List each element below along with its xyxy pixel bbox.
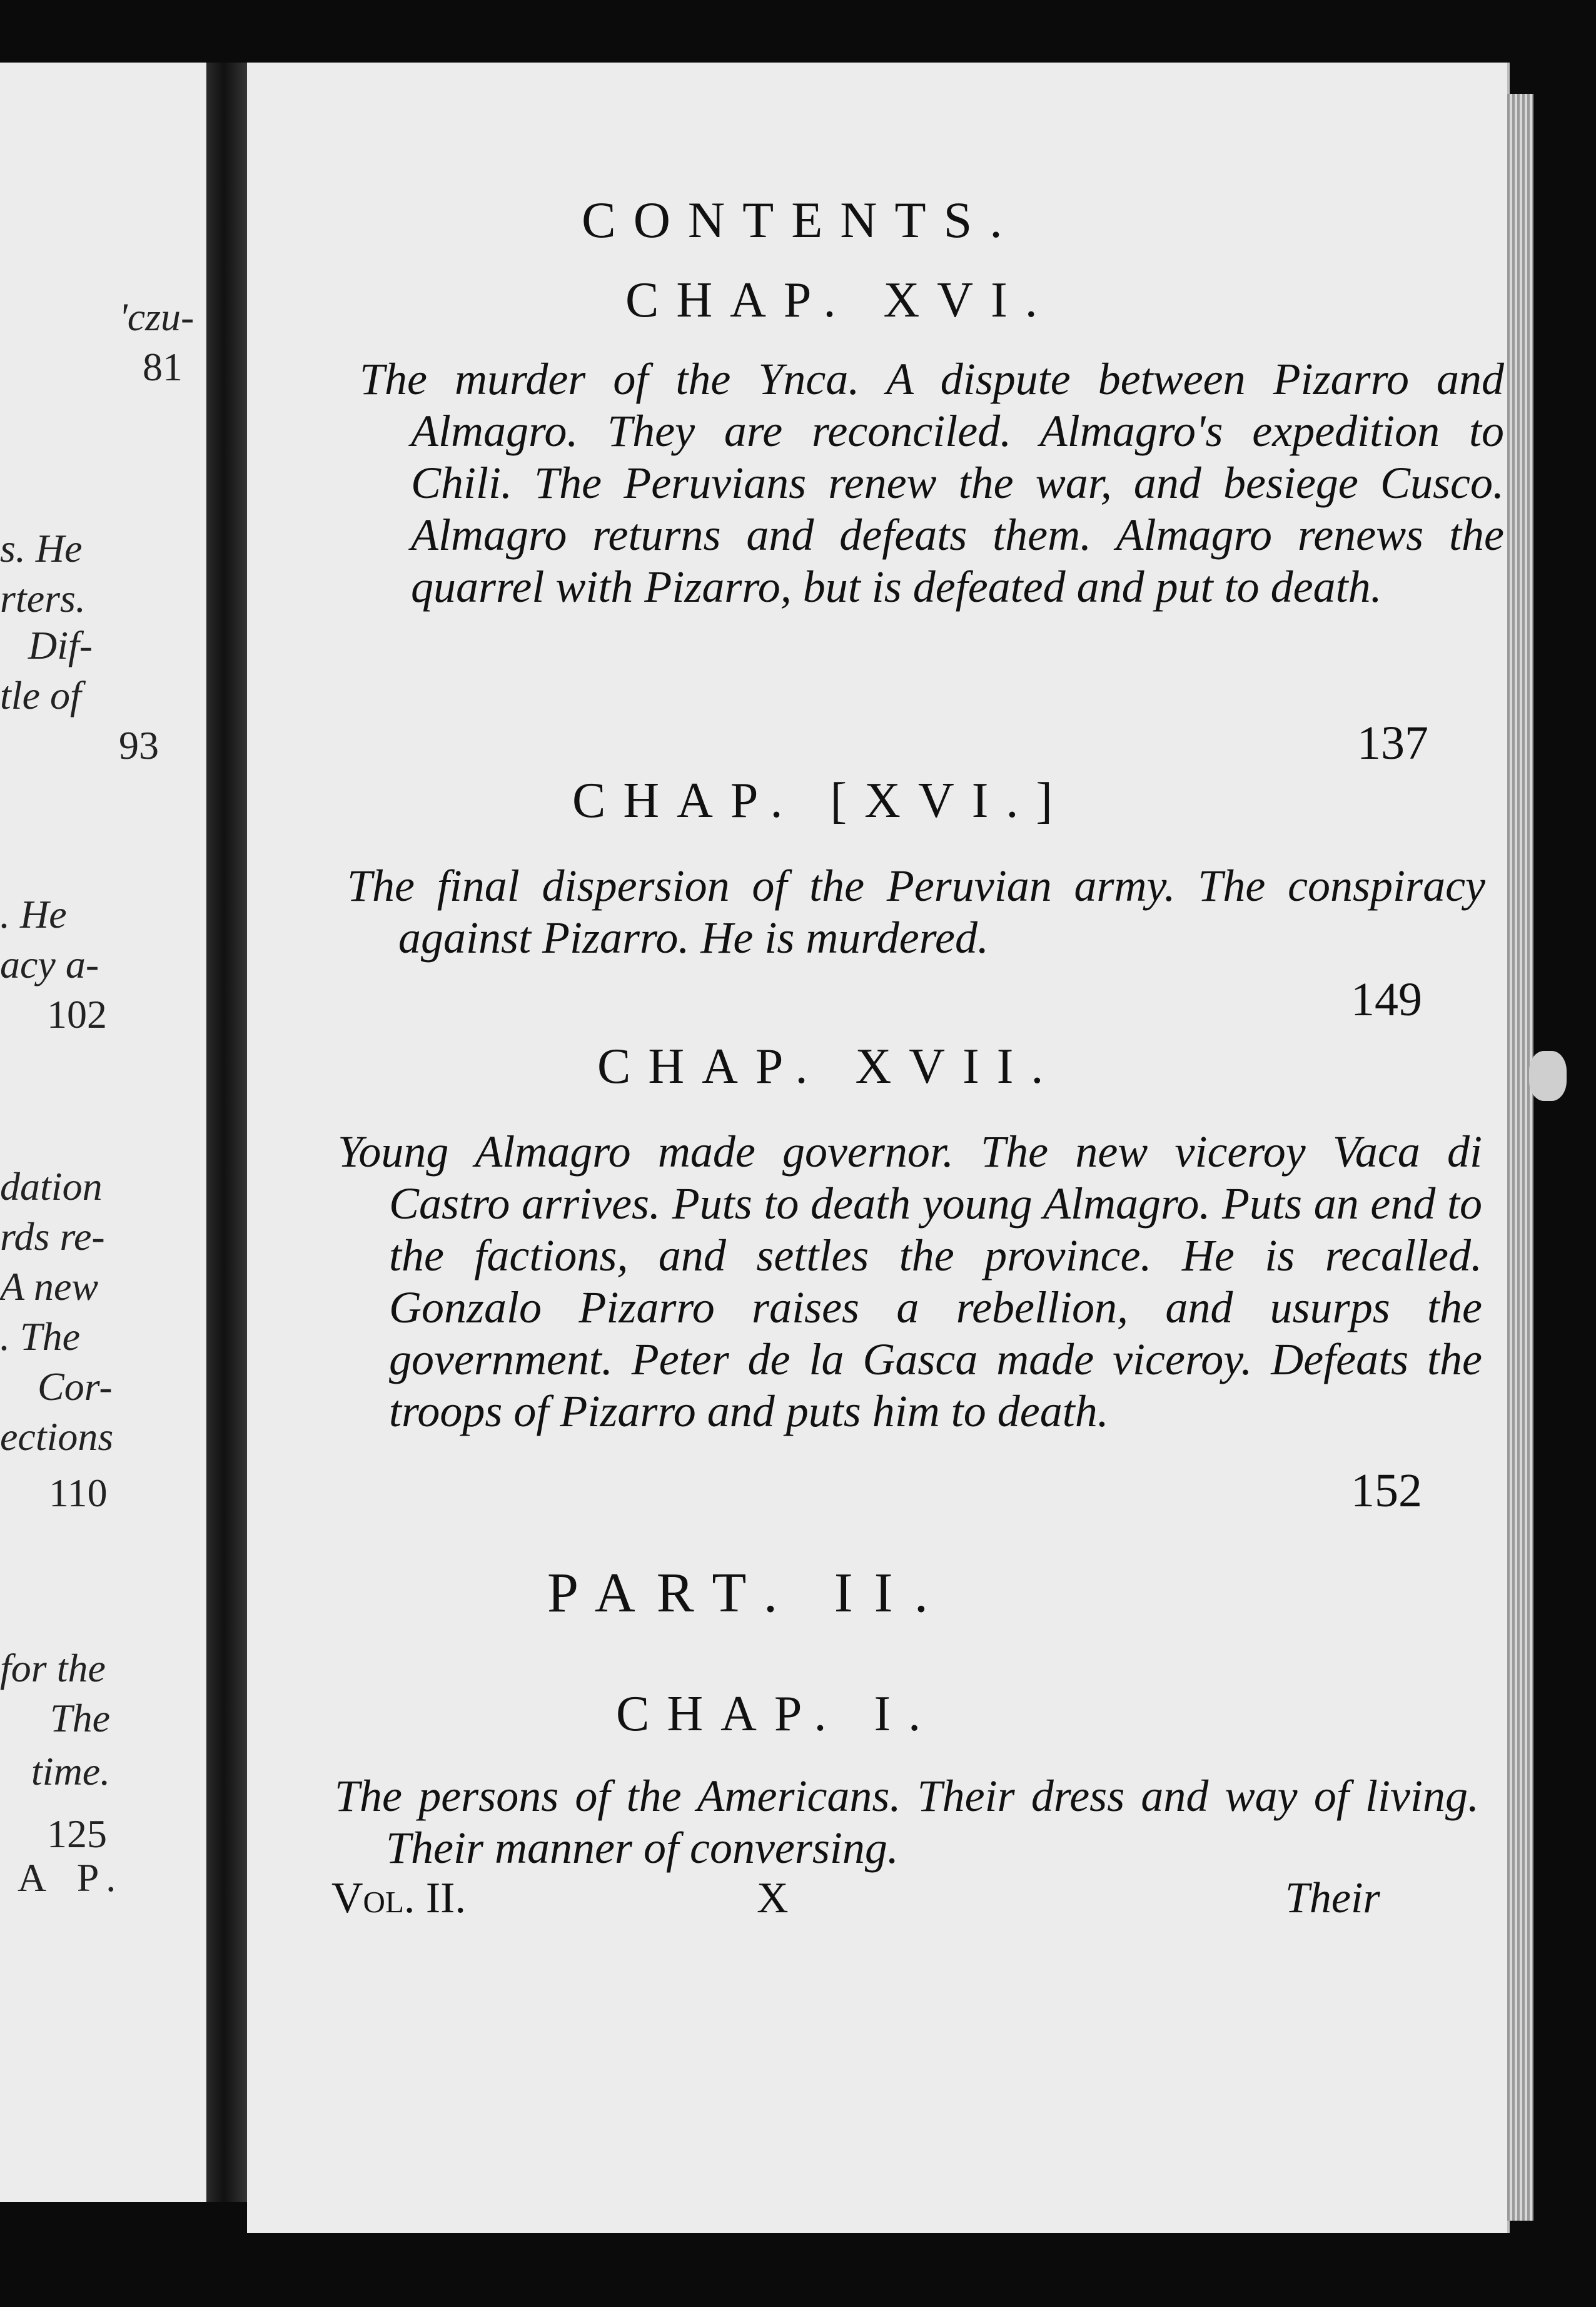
left-page-line: A new [0,1264,99,1309]
gathering-signature: X [757,1874,789,1922]
left-page-line: for the [0,1646,106,1690]
catchword: Their [1285,1874,1380,1922]
left-page-line: . He [0,892,67,936]
volume-signature: Vol. II. [331,1874,466,1922]
chapter-summary-text: The murder of the Ynca. A dispute between Pizarro and Almagro. They are reconciled. Almagro's expedition to Chili. The Peruvians renew the war, and besiege Cusco. Almagro returns and defeats them. Almagro renews the quarrel with Pizarro, but is defeated and put to death. [360,354,1504,612]
left-page-catchword: A P. [18,1855,128,1900]
left-page-number: 81 [143,345,183,389]
chapter-title: CHAP. XVII. [597,1039,1061,1094]
chapter-title: CHAP. [XVI.] [572,773,1070,828]
page-edges [1507,94,1533,2221]
left-page-number: 125 [47,1812,107,1856]
left-page-number: 110 [49,1471,108,1515]
page-reference: 137 [1357,717,1428,769]
left-page-line: Dif- [28,623,93,667]
chapter-summary [347,860,1485,964]
chapter-title: CHAP. XVI. [625,273,1055,328]
page-reference: 152 [1351,1464,1422,1517]
left-page-line: The [50,1696,110,1740]
chapter-title: CHAP. I. [616,1686,939,1742]
left-page-line: acy a- [0,942,99,986]
left-page-number: 102 [47,992,107,1037]
left-page-line: Cor- [38,1364,113,1409]
contents-page [247,63,1510,2233]
chapter-summary-text: The persons of the Americans. Their dress and way of living. Their manner of conversing. [335,1771,1479,1873]
chapter-summary [335,1770,1479,1874]
left-page-number: 93 [119,723,159,768]
left-page-line: 'czu- [119,295,194,339]
book-gutter [206,63,250,2202]
left-page-line: dation [0,1164,103,1209]
chapter-summary-text: The final dispersion of the Peruvian army. The conspiracy against Pizarro. He is murdered. [347,861,1485,963]
chapter-summary [360,353,1504,613]
left-page-line: . The [0,1314,80,1359]
page-stain [1529,1051,1567,1101]
left-page-line: rters. [0,576,86,621]
left-page-line: rds re- [0,1214,105,1259]
left-page-line: s. He [0,526,83,570]
part-heading: PART. II. [547,1562,950,1624]
page-heading: CONTENTS. [582,191,1020,248]
left-page-line: tle of [0,673,81,717]
page-reference: 149 [1351,973,1422,1026]
left-page-line: time. [31,1749,111,1793]
left-facing-page [0,63,206,2202]
left-page-line: ections [0,1414,114,1459]
chapter-summary [338,1126,1482,1437]
chapter-summary-text: Young Almagro made governor. The new viceroy Vaca di Castro arrives. Puts to death young Almagro. Puts an end to the factions, and settles the province. He is recalled. Gonzalo Pizarro raises a rebellion, and usurps the government. Peter de la Gasca made viceroy. Defeats the troops of Pizarro and puts him to death. [338,1127,1482,1436]
